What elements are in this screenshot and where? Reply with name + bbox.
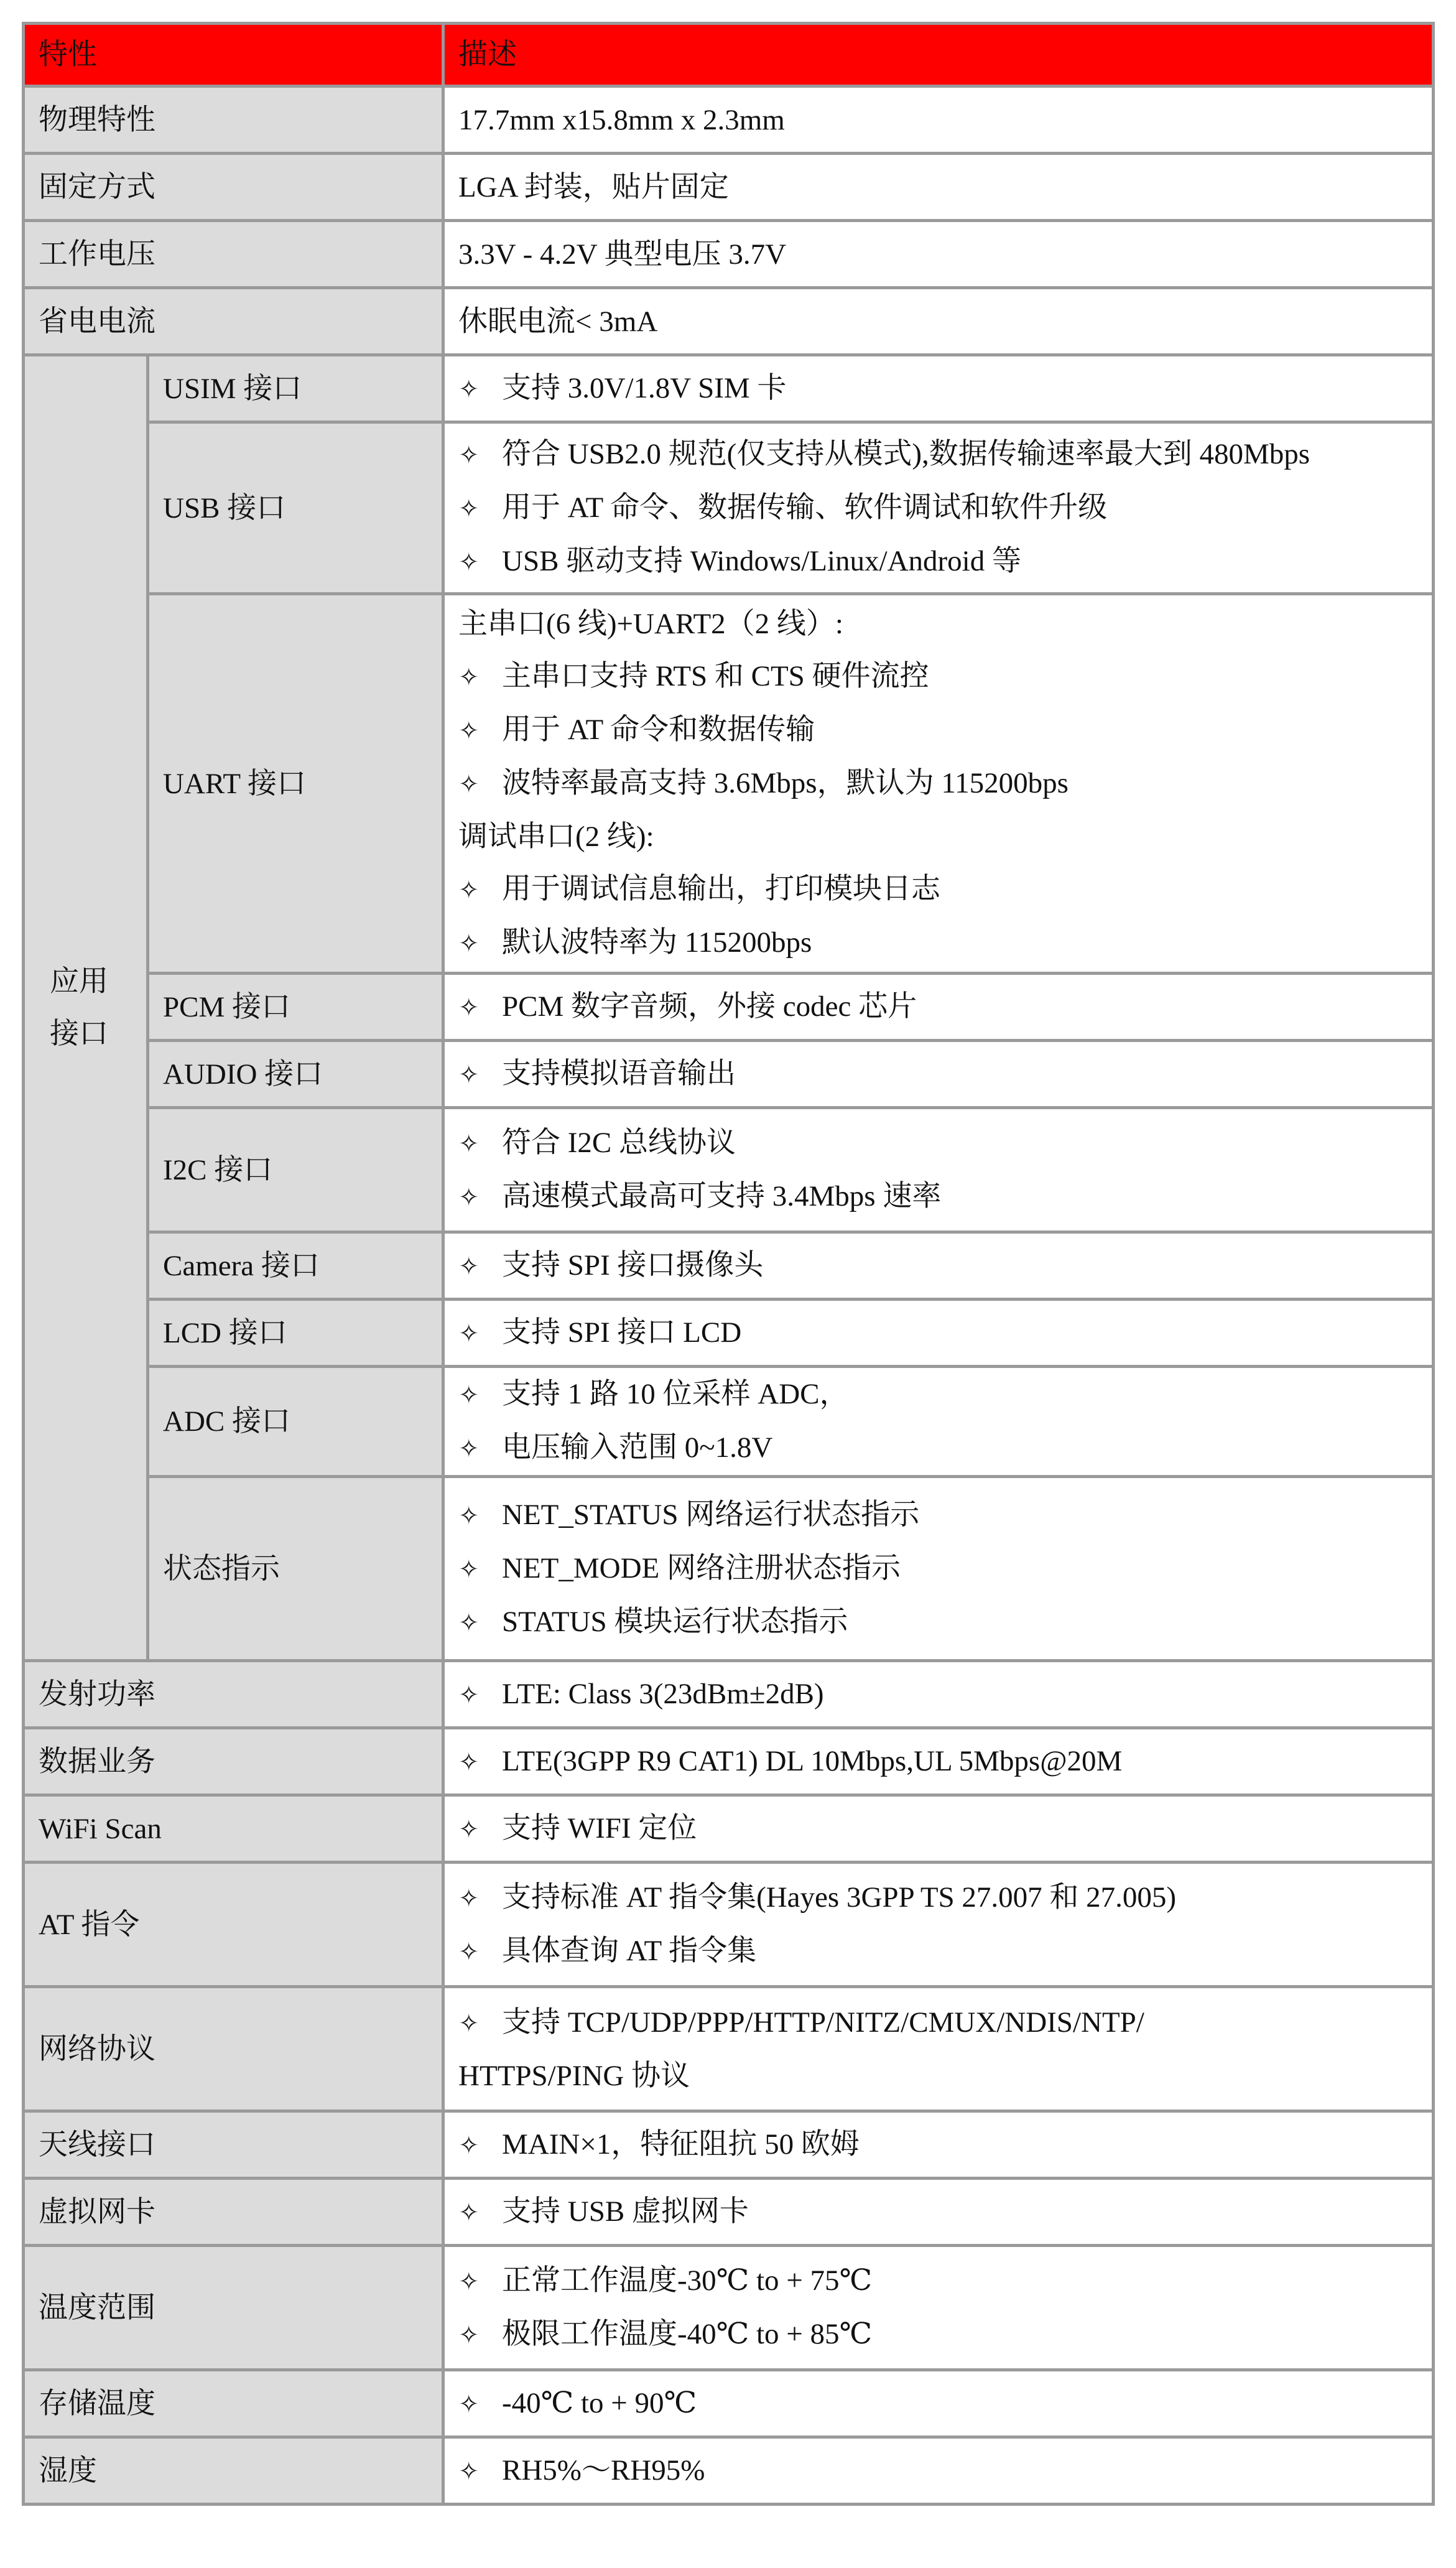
- feature-cell: 省电电流: [24, 288, 443, 355]
- description-line: [458, 980, 1418, 1034]
- bullet-icon: ✧: [458, 494, 480, 523]
- description-cell: [443, 2246, 1434, 2370]
- table-row: [24, 422, 1434, 594]
- description-text: 具体查询 AT 指令集: [502, 1934, 757, 1967]
- description-cell: [443, 1041, 1434, 1108]
- bullet-icon: ✧: [458, 1884, 480, 1913]
- description-line: [458, 2118, 1418, 2172]
- bullet-icon: ✧: [458, 1252, 480, 1281]
- header-feature: 特性: [24, 24, 443, 86]
- bullet-icon: ✧: [458, 716, 480, 745]
- bullet-icon: ✧: [458, 1747, 480, 1777]
- description-text: 休眠电流< 3mA: [458, 305, 658, 338]
- feature-cell: USIM 接口: [148, 355, 443, 422]
- bullet-icon: ✧: [458, 2009, 480, 2038]
- description-line: [458, 811, 1418, 863]
- description-cell: [443, 1232, 1434, 1300]
- description-line: [458, 1368, 1418, 1421]
- description-cell: [443, 1300, 1434, 1367]
- description-text: PCM 数字音频，外接 codec 芯片: [502, 990, 917, 1023]
- description-line: [458, 757, 1418, 811]
- description-line: [458, 1735, 1418, 1789]
- description-text: 支持模拟语音输出: [502, 1057, 736, 1090]
- feature-cell: 存储温度: [24, 2370, 443, 2437]
- description-cell: [443, 2179, 1434, 2246]
- description-text: 主串口支持 RTS 和 CTS 硬件流控: [502, 659, 929, 692]
- description-text: 支持 SPI 接口 LCD: [502, 1316, 742, 1349]
- feature-cell: Camera 接口: [148, 1232, 443, 1300]
- description-line: [458, 1996, 1418, 2050]
- description-line: [458, 916, 1418, 970]
- table-row: [24, 2179, 1434, 2246]
- description-cell: [443, 974, 1434, 1041]
- description-line: [458, 428, 1418, 482]
- description-cell: [443, 288, 1434, 355]
- table-row: [24, 1728, 1434, 1795]
- description-text: 支持 3.0V/1.8V SIM 卡: [502, 371, 787, 404]
- table-row: [24, 594, 1434, 974]
- bullet-icon: ✧: [458, 1060, 480, 1089]
- description-text: STATUS 模块运行状态指示: [502, 1605, 848, 1638]
- description-text: NET_MODE 网络注册状态指示: [502, 1552, 901, 1584]
- description-text: 符合 I2C 总线协议: [502, 1126, 736, 1159]
- table-row: [24, 221, 1434, 288]
- description-line: [458, 362, 1418, 416]
- description-text: 支持 USB 虚拟网卡: [502, 2195, 749, 2228]
- table-row: [24, 1232, 1434, 1300]
- description-line: [458, 2185, 1418, 2239]
- description-cell: [443, 2437, 1434, 2505]
- bullet-icon: ✧: [458, 1501, 480, 1530]
- description-line: [458, 228, 1418, 281]
- description-cell: [443, 86, 1434, 154]
- description-cell: [443, 422, 1434, 594]
- group-label-line: 应用: [50, 965, 108, 998]
- bullet-icon: ✧: [458, 2198, 480, 2227]
- description-line: [458, 1117, 1418, 1170]
- description-line: [458, 1170, 1418, 1224]
- description-line: [458, 295, 1418, 348]
- description-text: 主串口(6 线)+UART2（2 线）:: [458, 607, 843, 640]
- table-row: [24, 1300, 1434, 1367]
- feature-cell: WiFi Scan: [24, 1795, 443, 1863]
- description-cell: [443, 1795, 1434, 1863]
- feature-cell: UART 接口: [148, 594, 443, 974]
- description-line: [458, 598, 1418, 650]
- table-row: [24, 1863, 1434, 1987]
- description-text: HTTPS/PING 协议: [458, 2059, 690, 2092]
- description-line: [458, 161, 1418, 213]
- description-text: 调试串口(2 线):: [458, 820, 654, 853]
- description-text: 默认波特率为 115200bps: [502, 926, 812, 959]
- table-header-row: [24, 24, 1434, 86]
- description-text: 电压输入范围 0~1.8V: [502, 1431, 773, 1464]
- description-text: 用于 AT 命令、数据传输、软件调试和软件升级: [502, 491, 1108, 524]
- description-line: [458, 2444, 1418, 2498]
- feature-cell: PCM 接口: [148, 974, 443, 1041]
- feature-cell: 发射功率: [24, 1661, 443, 1728]
- feature-cell: I2C 接口: [148, 1108, 443, 1232]
- description-line: [458, 1048, 1418, 1101]
- table-row: [24, 1367, 1434, 1477]
- description-cell: [443, 1477, 1434, 1661]
- description-line: [458, 1925, 1418, 1978]
- table-row: [24, 1108, 1434, 1232]
- description-line: [458, 1306, 1418, 1360]
- bullet-icon: ✧: [458, 993, 480, 1022]
- spec-table: [22, 22, 1435, 2506]
- table-row: [24, 2370, 1434, 2437]
- bullet-icon: ✧: [458, 1183, 480, 1212]
- description-line: [458, 863, 1418, 916]
- header-description: 描述: [443, 24, 1434, 86]
- bullet-icon: ✧: [458, 2131, 480, 2160]
- feature-cell: 网络协议: [24, 1987, 443, 2111]
- description-line: [458, 1542, 1418, 1596]
- description-text: 17.7mm x15.8mm x 2.3mm: [458, 103, 785, 136]
- description-line: [458, 650, 1418, 704]
- description-cell: [443, 2111, 1434, 2179]
- description-text: 3.3V - 4.2V 典型电压 3.7V: [458, 238, 787, 271]
- feature-cell: 温度范围: [24, 2246, 443, 2370]
- description-cell: [443, 221, 1434, 288]
- description-line: [458, 1489, 1418, 1542]
- description-line: [458, 1871, 1418, 1925]
- bullet-icon: ✧: [458, 1381, 480, 1410]
- description-text: LGA 封装，贴片固定: [458, 170, 729, 203]
- group-label-line: 接口: [50, 1018, 108, 1050]
- table-row: [24, 1987, 1434, 2111]
- bullet-icon: ✧: [458, 2457, 480, 2486]
- description-line: [458, 482, 1418, 535]
- bullet-icon: ✧: [458, 1555, 480, 1584]
- feature-cell: AUDIO 接口: [148, 1041, 443, 1108]
- description-text: 波特率最高支持 3.6Mbps，默认为 115200bps: [502, 766, 1069, 799]
- description-cell: [443, 1728, 1434, 1795]
- table-row: [24, 2437, 1434, 2505]
- description-line: [458, 1802, 1418, 1856]
- description-text: LTE(3GPP R9 CAT1) DL 10Mbps,UL 5Mbps@20M: [502, 1744, 1123, 1777]
- feature-cell: 工作电压: [24, 221, 443, 288]
- description-cell: [443, 1661, 1434, 1728]
- feature-cell: 状态指示: [148, 1477, 443, 1661]
- table-row: [24, 1795, 1434, 1863]
- bullet-icon: ✧: [458, 2389, 480, 2419]
- bullet-icon: ✧: [458, 1680, 480, 1710]
- description-text: 支持 SPI 接口摄像头: [502, 1249, 764, 1282]
- table-row: [24, 1477, 1434, 1661]
- description-cell: [443, 154, 1434, 221]
- feature-cell: ADC 接口: [148, 1367, 443, 1477]
- bullet-icon: ✧: [458, 2320, 480, 2350]
- description-text: 用于调试信息输出，打印模块日志: [502, 872, 940, 905]
- table-row: [24, 2246, 1434, 2370]
- description-text: -40℃ to + 90℃: [502, 2386, 697, 2419]
- table-row: [24, 1661, 1434, 1728]
- description-text: 支持 1 路 10 位采样 ADC，: [502, 1378, 849, 1410]
- description-cell: [443, 1863, 1434, 1987]
- table-row: [24, 154, 1434, 221]
- description-line: [458, 2308, 1418, 2361]
- bullet-icon: ✧: [458, 875, 480, 905]
- description-cell: [443, 1108, 1434, 1232]
- description-line: [458, 1596, 1418, 1649]
- bullet-icon: ✧: [458, 2267, 480, 2296]
- description-cell: [443, 1987, 1434, 2111]
- bullet-icon: ✧: [458, 374, 480, 404]
- description-line: [458, 94, 1418, 146]
- table-row: [24, 1041, 1434, 1108]
- description-text: NET_STATUS 网络运行状态指示: [502, 1498, 920, 1531]
- bullet-icon: ✧: [458, 929, 480, 958]
- description-text: 符合 USB2.0 规范(仅支持从模式),数据传输速率最大到 480Mbps: [502, 437, 1310, 470]
- feature-cell: 天线接口: [24, 2111, 443, 2179]
- description-line: [458, 704, 1418, 757]
- description-cell: [443, 2370, 1434, 2437]
- description-line: [458, 2254, 1418, 2308]
- bullet-icon: ✧: [458, 1129, 480, 1158]
- description-line: [458, 2050, 1418, 2102]
- feature-cell: 虚拟网卡: [24, 2179, 443, 2246]
- bullet-icon: ✧: [458, 440, 480, 470]
- description-line: [458, 1421, 1418, 1475]
- description-text: 高速模式最高可支持 3.4Mbps 速率: [502, 1179, 942, 1212]
- bullet-icon: ✧: [458, 1435, 480, 1463]
- feature-cell: LCD 接口: [148, 1300, 443, 1367]
- description-cell: [443, 594, 1434, 974]
- bullet-icon: ✧: [458, 547, 480, 577]
- description-text: LTE: Class 3(23dBm±2dB): [502, 1677, 824, 1710]
- description-cell: [443, 1367, 1434, 1477]
- description-line: [458, 1668, 1418, 1721]
- feature-cell: 物理特性: [24, 86, 443, 154]
- description-text: 用于 AT 命令和数据传输: [502, 713, 815, 746]
- bullet-icon: ✧: [458, 770, 480, 799]
- description-text: MAIN×1，特征阻抗 50 欧姆: [502, 2128, 860, 2161]
- group-label-app-interface: [24, 355, 148, 1661]
- bullet-icon: ✧: [458, 663, 480, 692]
- bullet-icon: ✧: [458, 1319, 480, 1348]
- feature-cell: 湿度: [24, 2437, 443, 2505]
- bullet-icon: ✧: [458, 1608, 480, 1637]
- feature-cell: 固定方式: [24, 154, 443, 221]
- description-text: 支持 TCP/UDP/PPP/HTTP/NITZ/CMUX/NDIS/NTP/: [502, 2006, 1144, 2039]
- description-line: [458, 1239, 1418, 1293]
- description-text: 正常工作温度-30℃ to + 75℃: [502, 2264, 873, 2297]
- table-row: [24, 2111, 1434, 2179]
- description-text: 极限工作温度-40℃ to + 85℃: [502, 2317, 873, 2350]
- description-cell: [443, 355, 1434, 422]
- table-row: [24, 974, 1434, 1041]
- feature-cell: 数据业务: [24, 1728, 443, 1795]
- description-text: 支持标准 AT 指令集(Hayes 3GPP TS 27.007 和 27.005): [502, 1881, 1177, 1914]
- description-line: [458, 2377, 1418, 2431]
- description-line: [458, 535, 1418, 588]
- bullet-icon: ✧: [458, 1815, 480, 1844]
- feature-cell: AT 指令: [24, 1863, 443, 1987]
- bullet-icon: ✧: [458, 1937, 480, 1966]
- description-text: 支持 WIFI 定位: [502, 1812, 697, 1845]
- feature-cell: USB 接口: [148, 422, 443, 594]
- description-text: RH5%～RH95%: [502, 2454, 705, 2487]
- table-row: [24, 288, 1434, 355]
- table-row: [24, 355, 1434, 422]
- table-row: [24, 86, 1434, 154]
- description-text: USB 驱动支持 Windows/Linux/Android 等: [502, 544, 1021, 577]
